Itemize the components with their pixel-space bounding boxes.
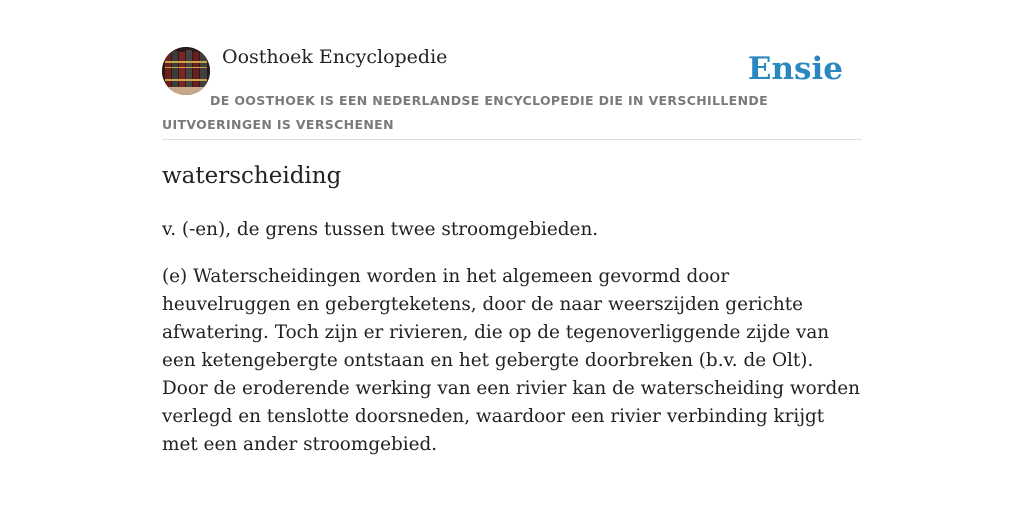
encyclopedia-books-icon[interactable] (162, 47, 210, 95)
source-name-link[interactable]: Oosthoek Encyclopedie (222, 46, 448, 68)
entry-definition: v. (-en), de grens tussen twee stroomgebieden. (162, 219, 599, 240)
entry-title: waterscheiding (162, 163, 342, 189)
entry-explanation: (e) Waterscheidingen worden in het algemeen gevormd door heuvelruggen en gebergteketens, door de naar weerszijden gerichte afwatering. Toch zijn er rivieren, die op de tegenoverliggende zijde van een ketengebergte ontstaan en het gebergte doorbreken (b.v. de Olt). Door de eroderende werking van een rivier kan de waterscheiding worden verlegd en tenslotte doorsneden, waardoor een rivier verbinding krijgt met een ander stroomgebied. (162, 266, 860, 455)
page-container (162, 0, 862, 455)
source-header (162, 0, 862, 140)
ensie-logo-link[interactable]: Ensie (747, 51, 843, 87)
source-description: DE OOSTHOEK IS EEN NEDERLANDSE ENCYCLOPEDIE DIE IN VERSCHILLENDE UITVOERINGEN IS VERSCHENEN (162, 93, 768, 132)
